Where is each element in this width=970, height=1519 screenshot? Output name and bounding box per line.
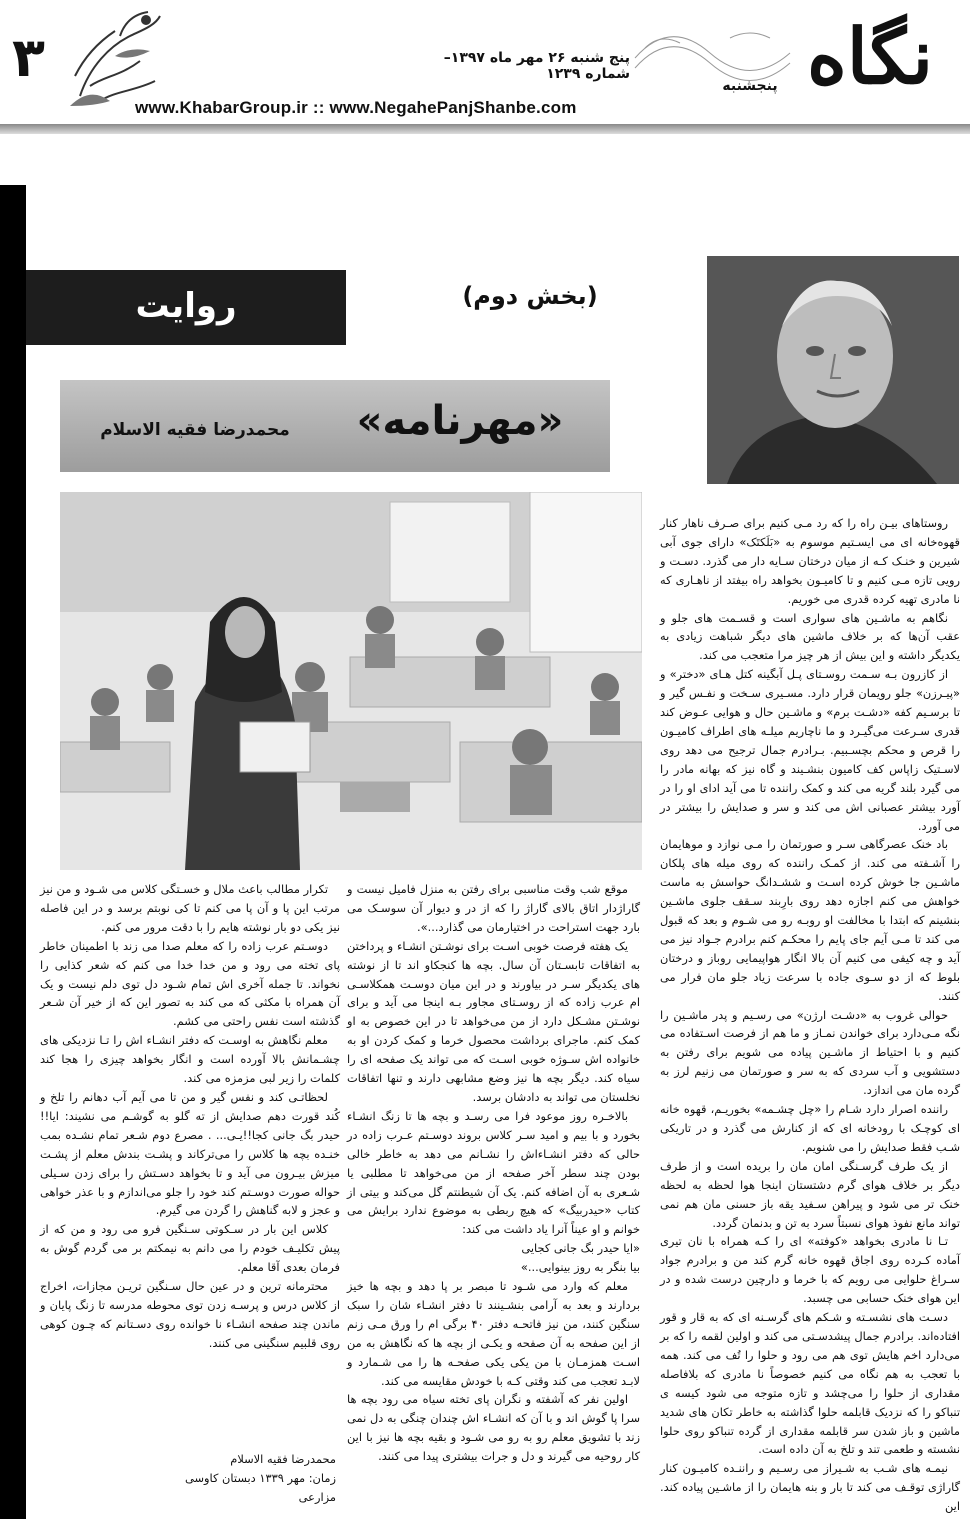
article-column-right (660, 514, 960, 1516)
page-header (0, 0, 970, 128)
section-banner: روایت (26, 270, 346, 345)
paragraph: لحظاتـی کند و نفس گیر و من تا می آیم آب دهانم را تلخ و کُند قورت دهم صدایش از ته گلو به گوشـم می نشیند: ایا!! حیدر بگ جانی کجا!!یـی... . مصرع دوم شـعر تمام نشـده بمب خنـده بچه ها کلاس را می‌ترکاند و پشـت بندش معلم از پشـت میزش بیـرون می آید و تا بخواهد دسـتش را برای زدن سـیلی حواله صورت دوسـتم کند خود را جلو می‌اندازم و با عذر خواهی و عجز و لابه گناهش را گردن می گیرم. (40, 1089, 340, 1218)
header-divider (0, 124, 970, 134)
paragraph: از یک طرف گرسـنگی امان مان را بریده است و از طرف دیگر بر خلاف هوای گرم دشتستان اینجا هوا لحظه به لحظه خنک تر می شود و پیراهن سـفید یقه باز حسنی مان هم نمی تواند مانع نفوذ هوای نسبتاً سرد به تن و بدنمان گردد. (660, 1158, 960, 1230)
author-signature (150, 1450, 336, 1507)
paragraph: نیمـه های شـب به شـیراز می رسـیم و راننـده کامیـون کنار گاراژی توقـف می کند تا بار و بنه هایمان را از ماشـین پیاده کند. این (660, 1461, 960, 1514)
author-portrait (707, 256, 959, 484)
paragraph: دسـت های نشسـته و شـکم های گرسـنه ای که به قار و قور افتاده‌اند. برادرم جمال پیشدسـتی می کند و اولین لقمه را که بر می‌دارد اخم هایش توی هم می رود و حلوا را تُف می کند. همه با تعجب به هم نگاه می کنیم خصوصاً نا مادری که بلافاصله مقداری از حلوا را می‌چشد و تازه متوجه می شود کیسه ی تنباکو را که نزدیک قابلمه حلوا گذاشته به خاطر تکان های شدید ماشین و باز شدن سر قابلمه مقداری از گرده تنباکو روی حلوا نشسته و طعمی تند و تلخ به آن داده است. (660, 1310, 960, 1457)
issue-dateline: پنج شنبه ۲۶ مهر ماه ۱۳۹۷– شماره ۱۲۳۹ (443, 50, 630, 82)
paragraph: کلاس این بار در سـکوتی سـنگین فرو می رود و من که از پیش تکلیـف خودم را می دانم به نیمکتم بر می گردم گوش به فرمان بعدی آقا معلم. (40, 1222, 340, 1275)
paragraph: تـا نا مادری بخواهد «کوفته» ای را کـه همراه با نان تیری آماده کـرده روی اجاق قهوه خانه گرم کند من و برادرم جواد سـراغ حلوایی می رویم که با خرما و دارچین درست شده و در این هوای خنک حسابی می چسبد. (660, 1234, 960, 1306)
paragraph: معلم نگاهش به اوسـت که دفتر انشـاء اش را تـا نزدیکی های چشـمانش بالا آورده است و انگار بخواهد چیزی را هجا کند کلمات را زیر لبی مزمزه می کند. (40, 1033, 340, 1086)
paragraph: باد خنک عصرگاهی سـر و صورتمان را مـی نوازد و موهایمان را آشـفته می کند. از کمـک راننده که روی میله های پلکان ماشـین جا خوش کرده اسـت و ششـدانگ حواسش به ماست خواهش می کنم اجازه دهد روی بارِبند سـقف جلوی ماشـین بنشینم که ابتدا با مخالفت او روبـه رو می شـوم و بعد که قبول می کند تا مـی آیم جای پایم را محکـم کنم برادرم جـواد نیز می آید و چه کیفی می کنیم آن بالا انگار هواپیمایی روباز و درختان بلوط که از دو سـوی جاده با سرعت زیاد جلو مان فرار می کنند. (660, 837, 960, 1003)
website-urls: www.KhabarGroup.ir :: www.NegahePanjShanbe.com (135, 98, 577, 117)
left-margin-band (0, 185, 26, 1519)
page-number: ۳ (12, 26, 45, 89)
paragraph: تکرار مطالب باعث ملال و خسـتگی کلاس می شـود و من نیز مرتب این پا و آن پا می کنم تا کی نوبتم برسد و در این فاصله نیز یکی دو بار نوشته هایم را با دقت مرور می کنم. (40, 882, 340, 934)
paragraph: روستاهای بیـن راه را که رد مـی کنیم برای صـرف ناهار کنار قهوه‌خانه ای می ایسـتیم موسوم به «بَلَکتَک» دارای جوی آبی شیرین و خنـک کـه از میان درختان سـایه دار می گذرد. دسـت و رویی تازه مـی کنیم و تا کامیـون بخواهد راه بیفتد از ناهـاری که نا مادری تهیه کرده قدری می خوریم. (660, 516, 960, 606)
paragraph: دوسـتم عرب زاده را که معلم صدا می زند با اطمینان خاطر پای تخته می رود و من خدا خدا می کنم که شعر کذایی را نخواند. تا جمله آخری اش تمام شـود دل توی دلم نیست و یک آن همراه با مکثی که می کند به تصور این که از خیر آن شـعر گذشته است نفس راحتی می کشم. (40, 938, 340, 1029)
paragraph: نگاهم به ماشـین های سواری است و قسـمت های جلو و عقب آن‌ها که بر خلاف ماشین های دیگر شباهت زیادی به یکدیگر داشته و این بیش از هر چیز مرا متعجب می کند. (660, 610, 960, 663)
article-part: (بخش دوم) (462, 282, 598, 310)
verse-line: «ایا حیدر بگ جانی کجایی (521, 1241, 640, 1256)
paragraph: راننده اصرار دارد شـام را «چل چشـمه» بخوریـم، قهوه خانه ای کوچـک با رودخانه ای که از کنارش می گذرد و در تاریکی شـب فقط صدایش را می شنویم. (660, 1102, 960, 1154)
verse-line: بیا بنگر به روز بینوایی...» (520, 1260, 640, 1275)
paragraph: محترمانه ترین و در عین حال سـنگین تریـن مجازات، اخراج از کلاس درس و پرسـه زدن توی محوطه مدرسه تا زنگ پایان و ماندن چند صفحه انشـاء نا خوانده روی دسـتانم که چـون کوهی روی قلبیم سنگینی می کنند. (40, 1279, 340, 1350)
paragraph: بالاخـره روز موعود فرا می رسـد و بچه ها تا زنگ انشـاء بخورد و با بیم و امید سـر کلاس بروند دوسـتم عـرب زاده در حالی که دفتر انشـاءاش را نشـانم می دهد به خاطر خالی بودن چند سطر آخر صفحه از من می‌خواهد تا مطلبی یا شـعری به آن اضافه کنم. یک آن شیطنتم گل می‌کند و بیتی از کتاب «حیدربیگ» که هیچ ربطی به موضوع ندارد برایش می خوانم و او عیناً آنرا یاد داشت می کند: (347, 1108, 640, 1237)
classroom-photo (60, 492, 642, 870)
svg-text:نگاه: نگاه (806, 12, 934, 101)
article-author: محمدرضا فقیه الاسلام (100, 420, 290, 440)
paragraph: معلم که وارد می شـود تا مبصر بر پا دهد و بچه ها خیز بردارند و بعد به آرامی بنشـینند تا دفتر انشـاء شان را سبک سنگین کنند، من نیز فاتحـه دفتر ۴۰ برگی ام را ورق مـی زنم از این صفحه به آن صفحه و یکـی از بچه ها که نگاهش به من اسـت همزمـان با من یکی یکی صفحـه ها را می شـمارد و لابـد تعجب می کند وقتی کـه با خودش مقایسه می کند. (347, 1279, 640, 1388)
paragraph: اولین نفر که آشفته و نگران پای تخته سیاه می رود بچه ها سرا پا گوش اند و با آن که انشـاء اش چندان چنگی به دل نمی زند با تشویق معلم رو به رو می شـود و بقیه بچه ها نیز با این کار روحیه می گیرند و دل و جرات بیشتری پیدا می کنند. (347, 1392, 640, 1464)
article-title: «مهرنامه» (356, 398, 564, 444)
negah-logo (630, 8, 970, 108)
paragraph: حوالی غروب به «دشـت ارژن» می رسـیم و پدر ماشـین را نگه مـی‌دارد برای خواندن نمـاز و ما هم از فرصت اسـتفاده می کنیم و با احتیاط از ماشـین پیاده می شویم برای رفتن به دستشویی و آب سردی که به سر و صورتمان می زنیم لرز به گرده مان می اندازد. (660, 1007, 960, 1098)
paragraph: موقع شب وقت مناسبی برای رفتن به منزل فامیل نیست و گاراژدار اتاق بالای گاراژ را که از در و دیوار آن سوسـک می بارد جهت استراحت در اختیارمان می گذارد...». (347, 882, 640, 934)
signature-note: زمان: مهر ۱۳۳۹ دبستان کاوسی مزارعی (185, 1471, 336, 1504)
paragraph: یک هفته فرصت خوبی اسـت برای نوشـتن انشـاء و پرداختن به اتفاقات تابسـتان آن سال. بچه ها کنجکاو اند تا از نوشته های یکدیگر سـر در بیاورند و در این میان دوسـت همکلاسـی ام عرب زاده که از روسـتای مجاور بـه اینجا می آید و برای نوشـتن مشـکل دارد از من می‌خواهد تا در این خصوص به او کمک کنم. ماجرای برداشت محصول خرما و کمک کردن او به خانواده اش سـوژه خوبی اسـت که می تواند یک صفحه ای را سیاه کند. دیگر بچه ها نیز وضع مشابهی دارند و تنها اتفاقات نخلستان می تواند به دادشان برسد. (347, 938, 640, 1104)
article-column-left (40, 880, 340, 1353)
svg-text:پنجشنبه: پنجشنبه (722, 78, 778, 94)
article-column-middle (347, 880, 640, 1466)
signature-name: محمدرضا فقیه الاسلام (230, 1452, 336, 1466)
paragraph: از کازرون بـه سـمت روسـتای پـل آبگینه کتل هـای «دختر» و «پیـرزن» جلو رویمان قرار دارد. مسـیری سـخت و نفـس گیر و تا برسـیم کفه «دشـت برم» و ماشـین حال و هوایی عـوض کند قدری سـرعت می‌گیـرد و ما ناچاریم میلـه های اطراف کامیـون را قرص و محکم بچسـبیم. بـرادرم جمال ترجیح می دهد روی لاسـتیک زاپاس کف کامیون بنشـیند و گاه نیز که بهانه مادر را می گیرد بلند گریه می کند و کمک راننده تا می آید ادای او را در آورد بیشتر عصبانی اش می کند و سر و صدایش را بیشتر در می آورد. (660, 667, 960, 833)
